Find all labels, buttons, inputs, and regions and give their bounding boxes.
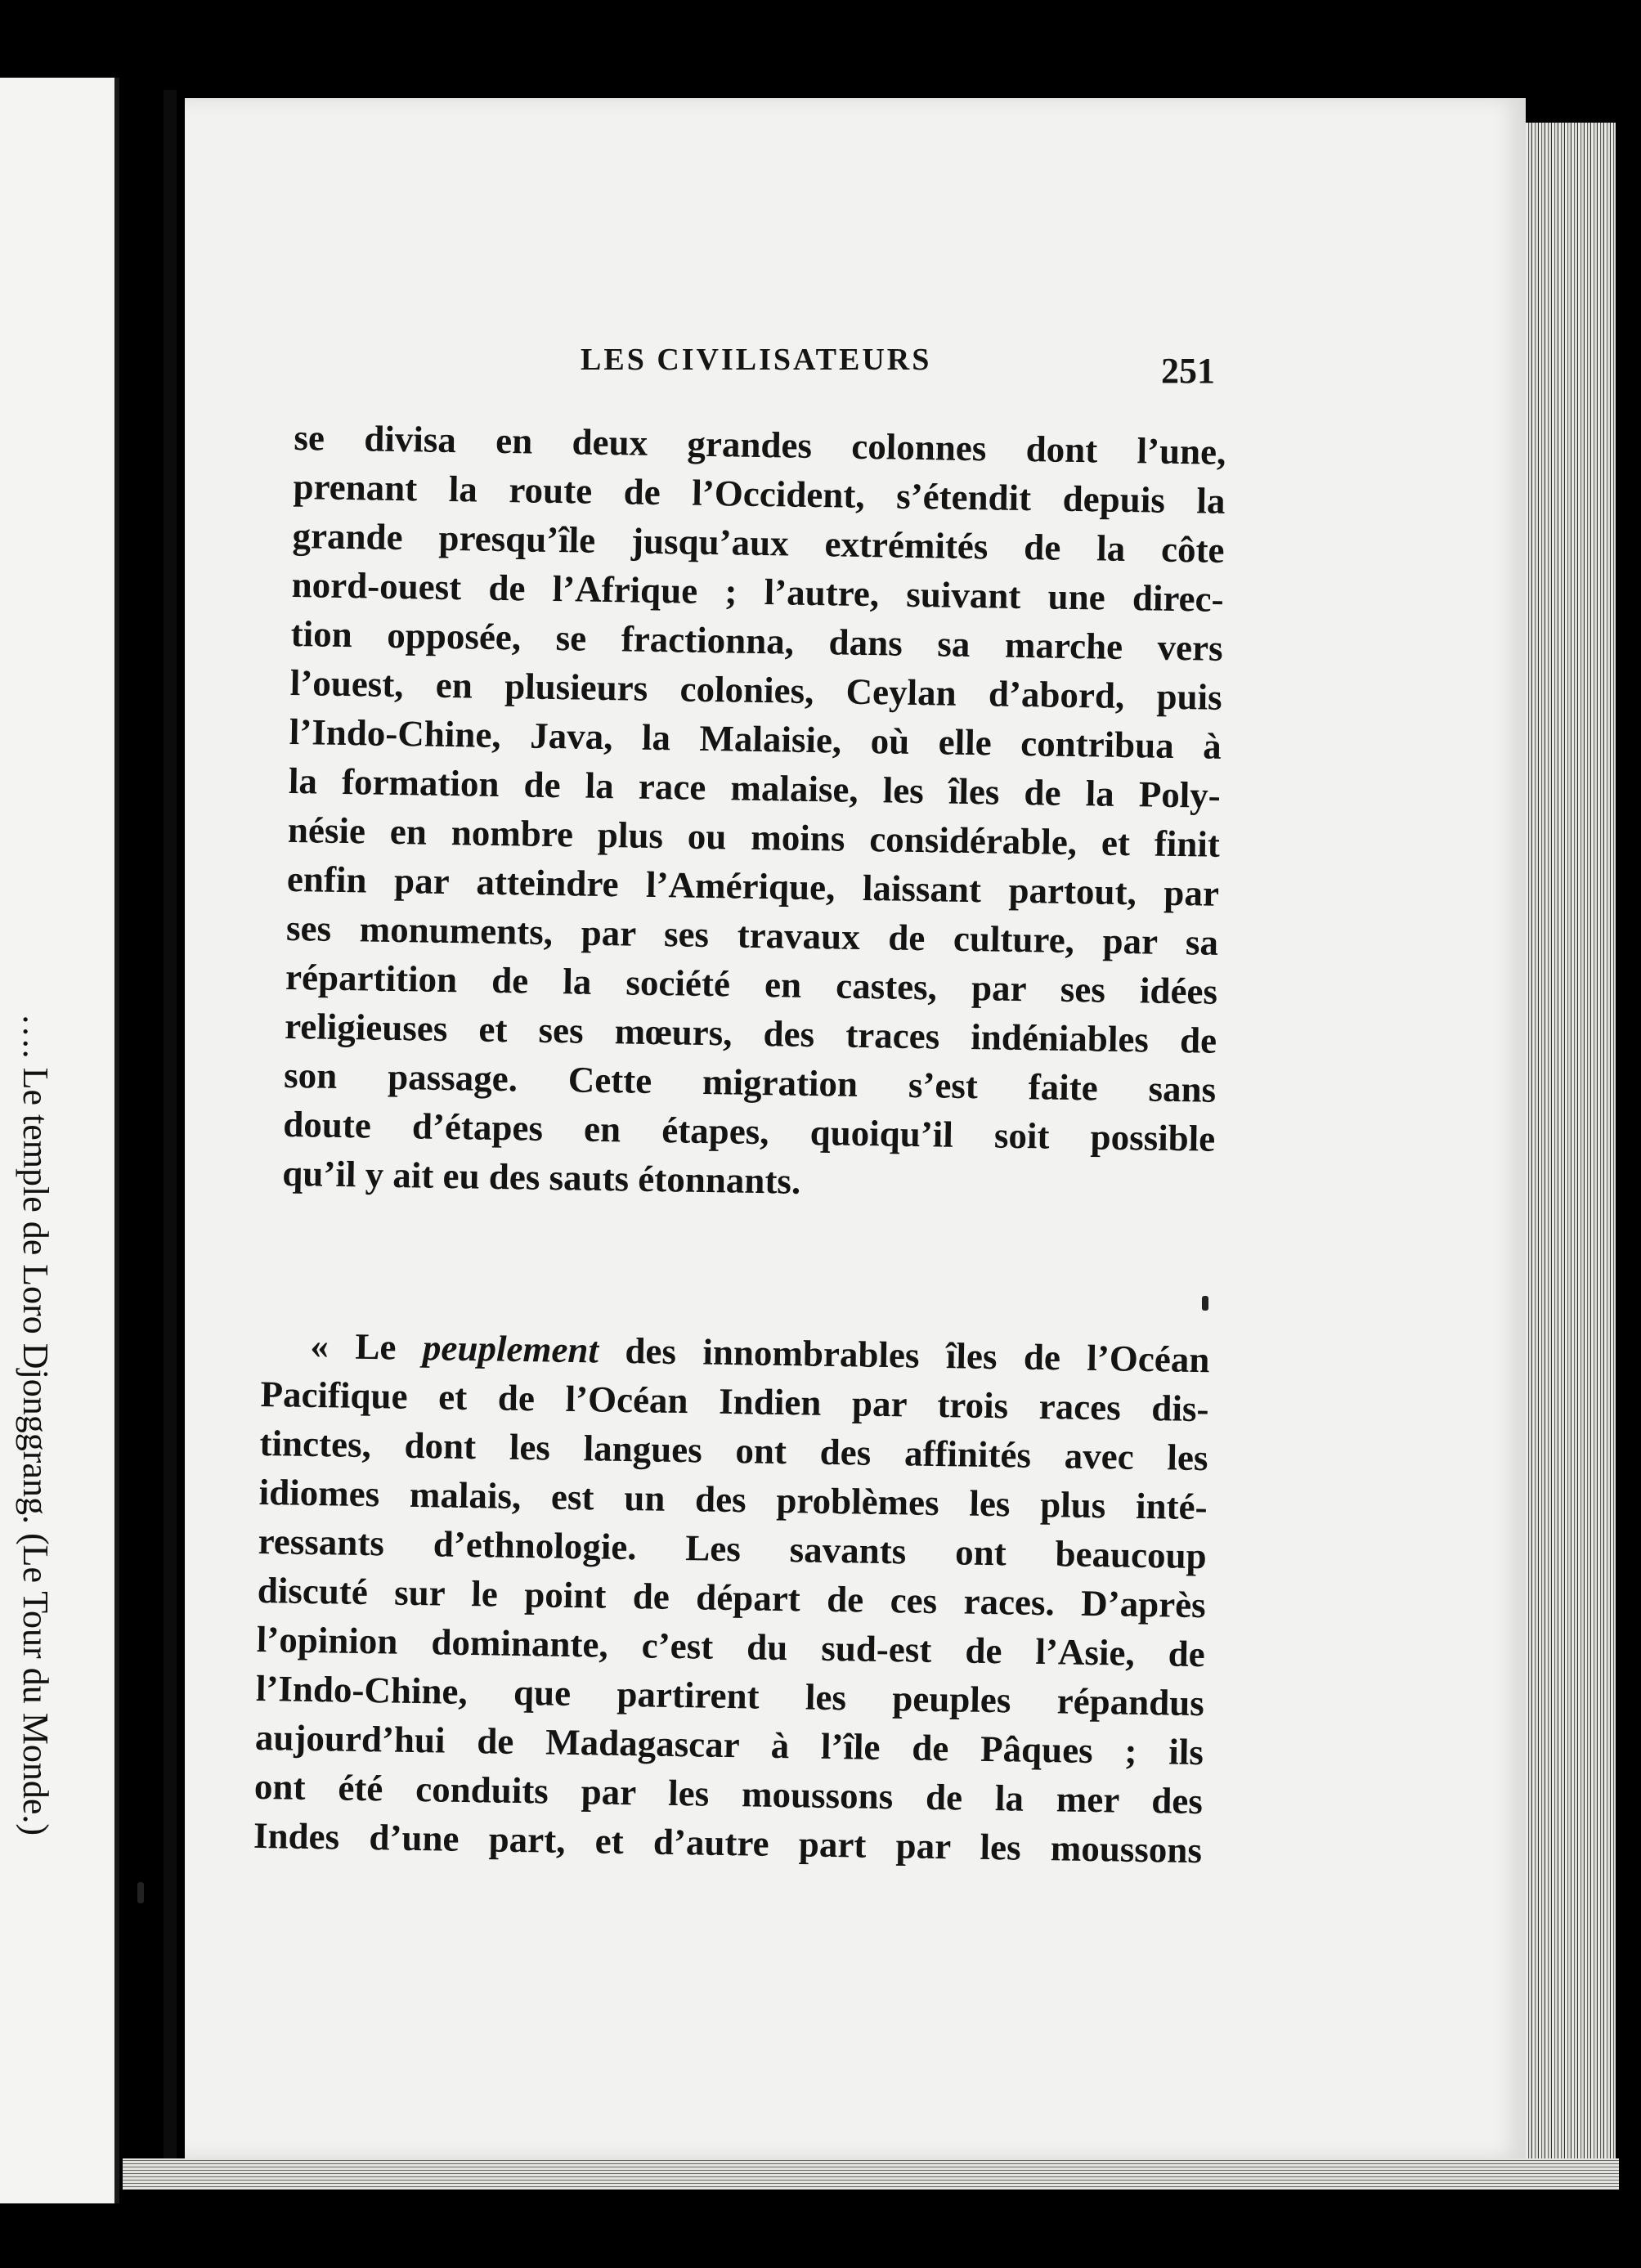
text-line: tinctes, dont les langues ont des affinités avec les [259, 1422, 1208, 1479]
running-head: LES CIVILISATEURS [581, 343, 932, 377]
text-line: qu’il y ait eu des sauts étonnants. [281, 1152, 801, 1202]
text-line: religieuses et ses mœurs, des traces indéniables de [284, 1005, 1217, 1061]
text-line: répartition de la société en castes, par ses idées [285, 956, 1218, 1012]
paragraph-2 [253, 1320, 1210, 1875]
text-line: grande presqu’île jusqu’aux extrémités de la côte [292, 514, 1225, 571]
page-bottom-edge [123, 2158, 1619, 2190]
text-line: enfin par atteindre l’Amérique, laissant partout, par [286, 858, 1220, 914]
text-line: idiomes malais, est un des problèmes les plus inté- [258, 1471, 1208, 1528]
text-line: se divisa en deux grandes colonnes dont l’une, [294, 416, 1226, 473]
text-line: la formation de la race malaise, les îles de la Poly- [288, 760, 1222, 816]
text-line: prenant la route de l’Occident, s’étendit depuis la [293, 465, 1226, 522]
ink-speck [1202, 1296, 1208, 1311]
plate-caption-strip [7, 568, 64, 1835]
text-line: Indes d’une part, et d’autre part par les moussons [253, 1814, 1203, 1871]
paragraph-1 [282, 413, 1226, 1212]
text-line: l’Indo-Chine, que partirent les peuples répandus [255, 1667, 1205, 1724]
text-line: aujourd’hui de Madagascar à l’île de Pâques ; ils [254, 1716, 1204, 1773]
emphasized-word: peuplement [422, 1327, 599, 1371]
text-line: nésie en nombre plus ou moins considérable, et finit [287, 809, 1221, 865]
page-fore-edge [1526, 123, 1616, 2175]
plate-caption: …. Le temple de Loro Djonggrang. (Le Tour du Monde.) [16, 1013, 56, 1835]
text-line: doute d’étapes en étapes, quoiqu’il soit possible [282, 1103, 1216, 1159]
text-line: son passage. Cette migration s’est faite sans [283, 1054, 1217, 1110]
text-line: l’ouest, en plusieurs colonies, Ceylan d’abord, puis [289, 661, 1223, 718]
facing-page-fragment [0, 78, 119, 2203]
text-line: l’Indo-Chine, Java, la Malaisie, où elle contribua à [289, 710, 1222, 767]
text-line: discuté sur le point de départ de ces races. D’après [257, 1569, 1207, 1626]
text-line: Pacifique et de l’Océan Indien par trois races dis- [260, 1373, 1209, 1430]
opening-quote: « Le [310, 1324, 424, 1369]
text-line-rest: des innombrables îles de l’Océan [598, 1329, 1210, 1381]
text-line: ont été conduits par les moussons de la mer des [253, 1765, 1204, 1822]
text-line: ressants d’ethnologie. Les savants ont beaucoup [258, 1520, 1208, 1577]
text-line: nord-ouest de l’Afrique ; l’autre, suivant une direc- [291, 563, 1224, 620]
ink-speck [137, 1882, 144, 1903]
text-line: ses monuments, par ses travaux de culture, par sa [285, 907, 1219, 963]
text-line: tion opposée, se fractionna, dans sa marche vers [290, 612, 1224, 669]
page-number: 251 [1161, 351, 1215, 391]
text-line: l’opinion dominante, c’est du sud-est de l’Asie, de [256, 1618, 1206, 1675]
book-gutter [164, 90, 177, 2158]
